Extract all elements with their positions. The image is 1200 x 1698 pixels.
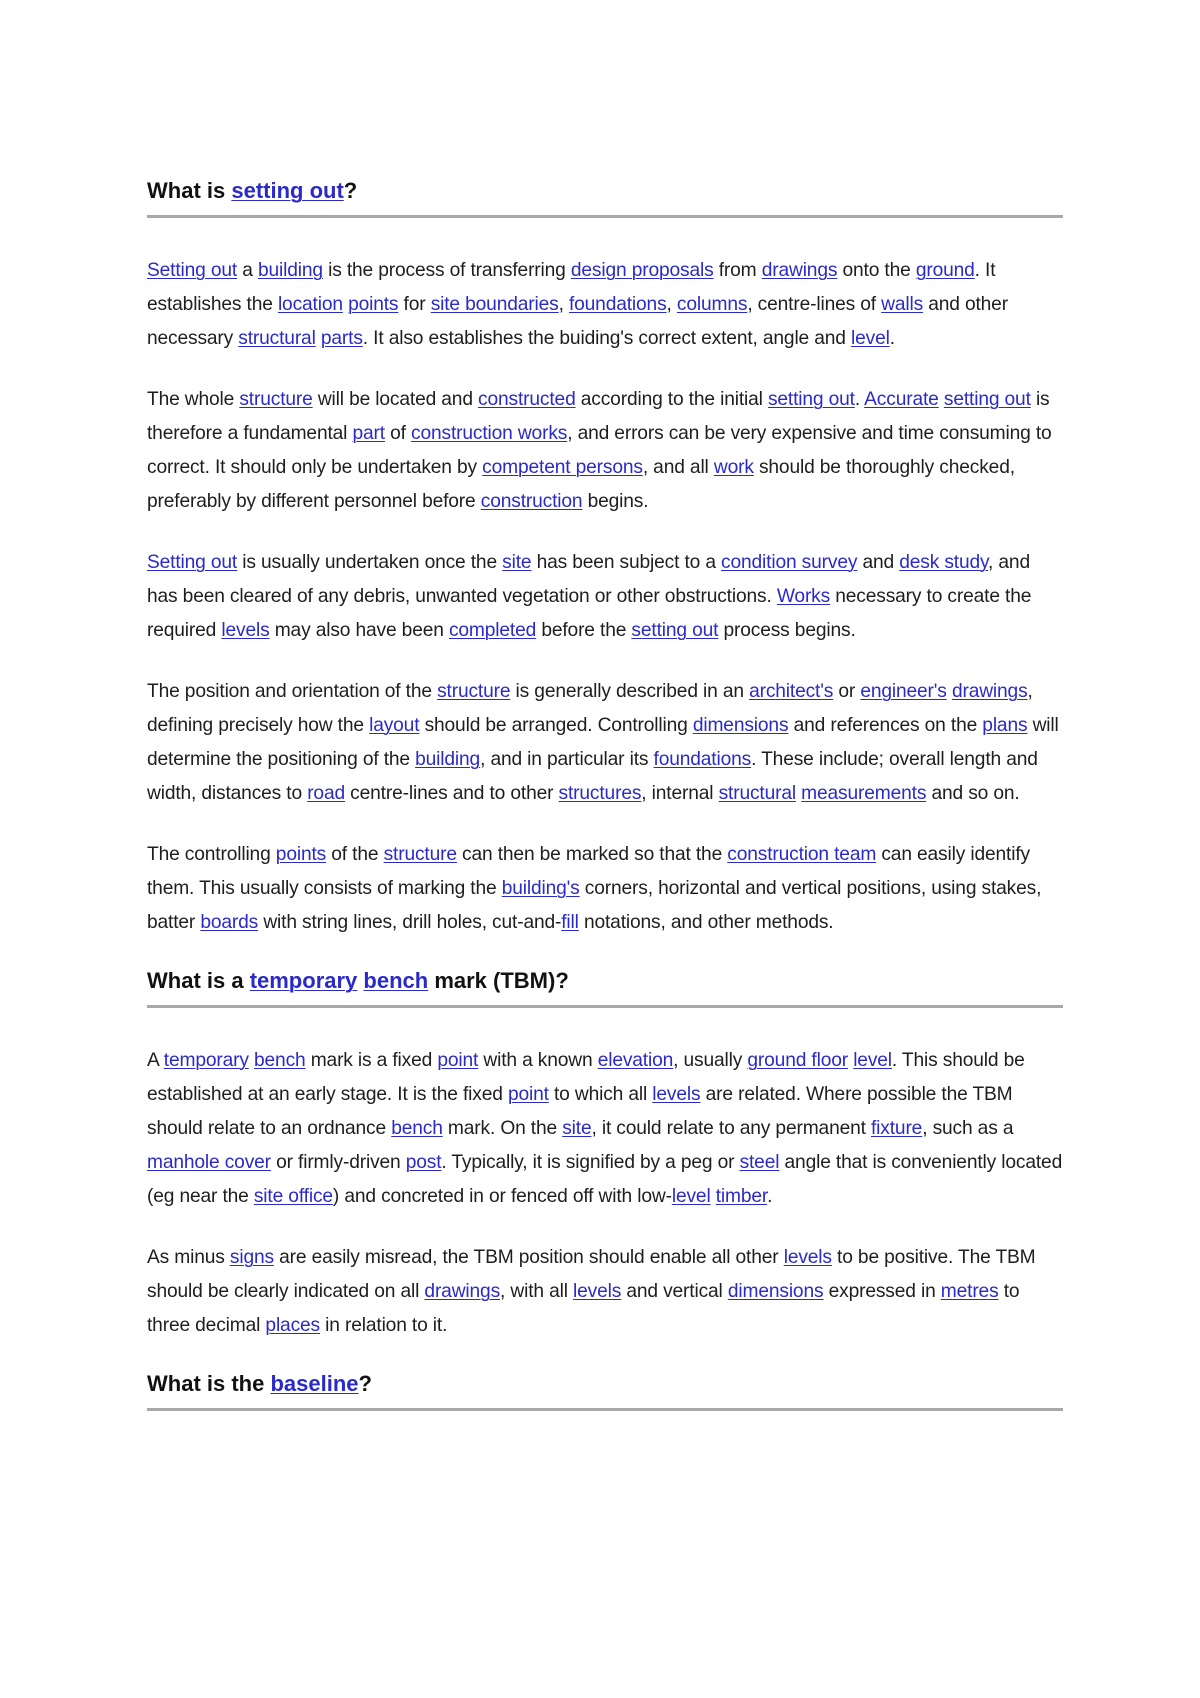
hyperlink[interactable]: Accurate [864, 389, 939, 410]
hyperlink[interactable]: boards [200, 912, 259, 933]
hyperlink[interactable]: drawings [761, 260, 838, 281]
text-run: should be arranged. Controlling [419, 715, 693, 736]
hyperlink[interactable]: plans [982, 715, 1028, 736]
hyperlink[interactable]: structure [239, 389, 313, 410]
hyperlink[interactable]: timber [715, 1186, 768, 1207]
hyperlink[interactable]: site [562, 1118, 592, 1139]
text-run: mark. On the [442, 1118, 563, 1139]
hyperlink[interactable]: levels [652, 1084, 701, 1105]
text-run: to three decimal [147, 1281, 1020, 1336]
text-run: process begins. [718, 620, 856, 641]
text-run: , it could relate to any permanent [591, 1118, 871, 1139]
hyperlink[interactable]: Works [776, 586, 831, 607]
text-run: . This should be established at an early stage. It is the fixed [147, 1050, 1025, 1105]
paragraph [147, 1044, 1063, 1214]
text-run: What is a [147, 968, 250, 993]
text-run: may also have been [269, 620, 449, 641]
text-run: mark is a fixed [305, 1050, 438, 1071]
section-setting-out [147, 176, 1063, 940]
hyperlink[interactable]: structure [383, 844, 457, 865]
hyperlink[interactable]: foundations [653, 749, 752, 770]
text-run: ? [343, 178, 358, 203]
hyperlink[interactable]: setting out [631, 620, 719, 641]
hyperlink[interactable]: manhole cover [147, 1152, 271, 1173]
text-run: . These include; overall length and width, distances to [147, 749, 1038, 804]
hyperlink[interactable]: constructed [478, 389, 576, 410]
paragraph [147, 675, 1063, 811]
text-run: , and errors can be very expensive and time consuming to correct. It should only be undertaken by [147, 423, 1052, 478]
text-run: mark (TBM)? [428, 968, 569, 993]
text-run: before the [536, 620, 632, 641]
text-run: What is [147, 178, 232, 203]
section-heading [147, 966, 1063, 1008]
text-run: for [398, 294, 431, 315]
text-run: can then be marked so that the [456, 844, 728, 865]
text-run: will be located and [312, 389, 479, 410]
text-run: is generally described in an [510, 681, 750, 702]
text-run: A [147, 1050, 164, 1071]
text-run: can easily identify them. This usually consists of marking the [147, 844, 1030, 899]
hyperlink[interactable]: architect's [749, 681, 834, 702]
text-run: begins. [582, 491, 649, 512]
text-run: and vertical [621, 1281, 728, 1302]
hyperlink[interactable]: point [507, 1084, 549, 1105]
hyperlink[interactable]: bench [254, 1050, 306, 1071]
hyperlink[interactable]: completed [448, 620, 537, 641]
hyperlink[interactable]: level [851, 328, 890, 349]
hyperlink[interactable]: level [671, 1186, 711, 1207]
hyperlink[interactable]: levels [573, 1281, 622, 1302]
hyperlink[interactable]: site boundaries [430, 294, 559, 315]
hyperlink[interactable]: building [257, 260, 323, 281]
hyperlink[interactable]: competent persons [482, 457, 643, 478]
text-run: ? [358, 1371, 372, 1396]
text-run: , and has been cleared of any debris, unwanted vegetation or other obstructions. [147, 552, 1030, 607]
hyperlink[interactable]: desk study [899, 552, 989, 573]
text-run: according to the initial [575, 389, 768, 410]
text-run: . [767, 1186, 773, 1207]
text-run: angle that is conveniently located (eg near the [147, 1152, 1063, 1207]
hyperlink[interactable]: post [405, 1152, 442, 1173]
text-run: expressed in [823, 1281, 941, 1302]
hyperlink[interactable]: bench [391, 1118, 443, 1139]
paragraph [147, 1241, 1063, 1343]
text-run: corners, horizontal and vertical positions, using stakes, batter [147, 878, 1042, 933]
section-baseline [147, 1369, 1063, 1411]
text-run: and so on. [926, 783, 1020, 804]
hyperlink[interactable]: elevation [597, 1050, 674, 1071]
hyperlink[interactable]: dimensions [692, 715, 789, 736]
hyperlink[interactable]: layout [369, 715, 420, 736]
hyperlink[interactable]: Setting out [147, 260, 238, 281]
text-run: , internal [641, 783, 719, 804]
text-run: . [854, 389, 865, 410]
hyperlink[interactable]: levels [221, 620, 270, 641]
text-run: , with all [500, 1281, 574, 1302]
text-run: should be thoroughly checked, preferably by different personnel before [147, 457, 1015, 512]
hyperlink[interactable]: levels [783, 1247, 832, 1268]
paragraph [147, 254, 1063, 356]
hyperlink[interactable]: construction team [727, 844, 877, 865]
hyperlink[interactable]: steel [739, 1152, 780, 1173]
hyperlink[interactable]: site [502, 552, 532, 573]
paragraph [147, 383, 1063, 519]
text-run: , [666, 294, 677, 315]
text-run: in relation to it. [320, 1315, 448, 1336]
text-run: ) and concreted in or fenced off with low- [332, 1186, 672, 1207]
text-run: and references on the [788, 715, 983, 736]
text-run: . Typically, it is signified by a peg or [441, 1152, 740, 1173]
text-run: , such as a [922, 1118, 1014, 1139]
section-heading [147, 1369, 1063, 1411]
hyperlink[interactable]: design proposals [570, 260, 714, 281]
hyperlink[interactable]: part [352, 423, 385, 444]
hyperlink[interactable]: baseline [270, 1371, 359, 1396]
hyperlink[interactable]: setting out [767, 389, 855, 410]
text-run: of [384, 423, 412, 444]
text-run: will determine the positioning of the [147, 715, 1059, 770]
text-run: with string lines, drill holes, cut-and- [258, 912, 562, 933]
hyperlink[interactable]: points [348, 294, 399, 315]
text-run: . It establishes the [147, 260, 996, 315]
hyperlink[interactable]: level [853, 1050, 892, 1071]
hyperlink[interactable]: location [277, 294, 343, 315]
text-run: is therefore a fundamental [147, 389, 1050, 444]
hyperlink[interactable]: points [275, 844, 327, 865]
hyperlink[interactable]: dimensions [727, 1281, 824, 1302]
hyperlink[interactable]: temporary [163, 1050, 249, 1071]
hyperlink[interactable]: road [307, 783, 345, 804]
text-run: , usually [673, 1050, 748, 1071]
text-run: , defining precisely how the [147, 681, 1033, 736]
hyperlink[interactable]: Setting out [147, 552, 238, 573]
text-run: are related. Where possible the TBM should relate to an ordnance [147, 1084, 1013, 1139]
hyperlink[interactable]: setting out [943, 389, 1031, 410]
hyperlink[interactable]: temporary [249, 968, 358, 993]
text-run: is the process of transferring [322, 260, 571, 281]
text-run: The controlling [147, 844, 276, 865]
article-body [147, 176, 1063, 1411]
paragraph [147, 546, 1063, 648]
text-run: centre-lines and to other [345, 783, 559, 804]
text-run: The whole [147, 389, 240, 410]
hyperlink[interactable]: columns [676, 294, 748, 315]
hyperlink[interactable]: bench [363, 968, 429, 993]
text-run: , and in particular its [480, 749, 654, 770]
section-paragraphs [147, 1044, 1063, 1343]
text-run: to be positive. The TBM should be clearly indicated on all [147, 1247, 1036, 1302]
text-run: with a known [478, 1050, 598, 1071]
text-run: or firmly-driven [270, 1152, 406, 1173]
text-run: What is the [147, 1371, 271, 1396]
hyperlink[interactable]: places [265, 1315, 320, 1336]
hyperlink[interactable]: structural [238, 328, 316, 349]
text-run: are easily misread, the TBM position should enable all other [273, 1247, 784, 1268]
text-run: to which all [548, 1084, 653, 1105]
section-paragraphs [147, 254, 1063, 940]
hyperlink[interactable]: measurements [801, 783, 927, 804]
hyperlink[interactable]: construction [480, 491, 583, 512]
text-run: necessary to create the required [147, 586, 1032, 641]
hyperlink[interactable]: parts [320, 328, 363, 349]
text-run: . [889, 328, 895, 349]
hyperlink[interactable]: signs [229, 1247, 274, 1268]
hyperlink[interactable]: work [713, 457, 754, 478]
hyperlink[interactable]: building [415, 749, 481, 770]
text-run: The position and orientation of the [147, 681, 438, 702]
text-run: As minus [147, 1247, 230, 1268]
hyperlink[interactable]: building's [501, 878, 580, 899]
paragraph [147, 838, 1063, 940]
hyperlink[interactable]: construction works [411, 423, 568, 444]
text-run: and [857, 552, 900, 573]
hyperlink[interactable]: structural [718, 783, 796, 804]
text-run: onto the [837, 260, 916, 281]
hyperlink[interactable]: structure [437, 681, 511, 702]
text-run: has been subject to a [531, 552, 722, 573]
hyperlink[interactable]: ground floor [747, 1050, 848, 1071]
hyperlink[interactable]: walls [881, 294, 924, 315]
hyperlink[interactable]: fixture [871, 1118, 923, 1139]
hyperlink[interactable]: point [437, 1050, 479, 1071]
text-run: notations, and other methods. [578, 912, 834, 933]
hyperlink[interactable]: site office [253, 1186, 333, 1207]
text-run: is usually undertaken once the [237, 552, 503, 573]
hyperlink[interactable]: ground [915, 260, 975, 281]
text-run: , [558, 294, 569, 315]
hyperlink[interactable]: foundations [568, 294, 667, 315]
text-run: , and all [642, 457, 714, 478]
text-run: a [237, 260, 258, 281]
text-run: of the [326, 844, 384, 865]
hyperlink[interactable]: metres [940, 1281, 999, 1302]
text-run: . It also establishes the buiding's correct extent, angle and [362, 328, 852, 349]
hyperlink[interactable]: condition survey [721, 552, 858, 573]
text-run: , centre-lines of [747, 294, 882, 315]
hyperlink[interactable]: structures [558, 783, 642, 804]
hyperlink[interactable]: drawings [951, 681, 1028, 702]
text-run: and other necessary [147, 294, 1008, 349]
text-run: or [833, 681, 861, 702]
hyperlink[interactable]: fill [561, 912, 579, 933]
text-run: from [713, 260, 762, 281]
section-heading [147, 176, 1063, 218]
section-temporary-bench-mark [147, 966, 1063, 1343]
hyperlink[interactable]: setting out [231, 178, 344, 203]
hyperlink[interactable]: engineer's [860, 681, 947, 702]
hyperlink[interactable]: drawings [424, 1281, 501, 1302]
